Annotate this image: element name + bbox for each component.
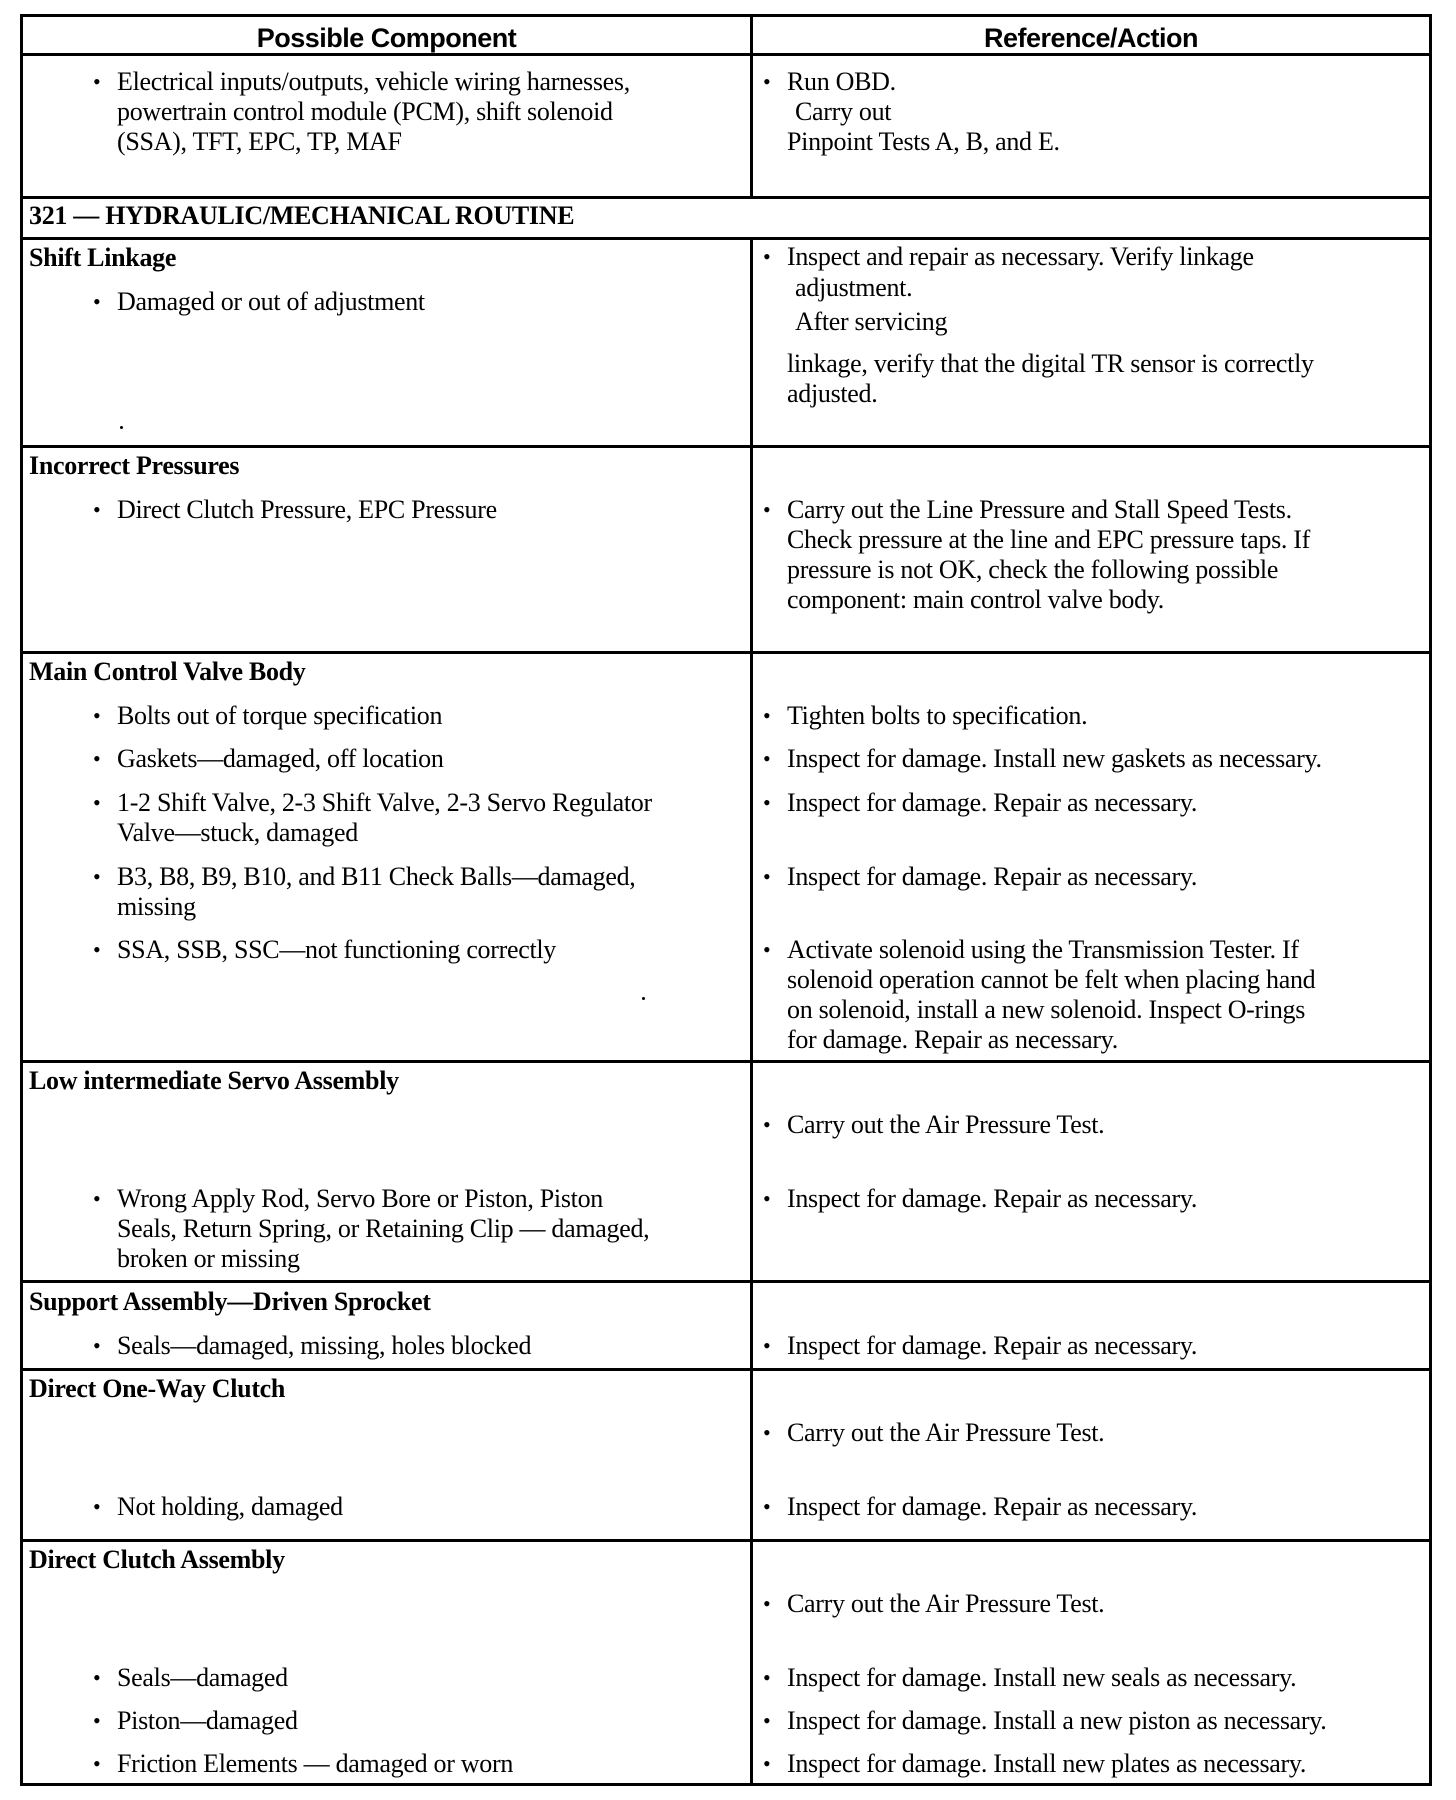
action-item: • Activate solenoid using the Transmission Tester. If — [787, 935, 1299, 965]
component-item: • Friction Elements — damaged or worn — [117, 1749, 513, 1779]
routine-title: 321 — HYDRAULIC/MECHANICAL ROUTINE — [29, 201, 575, 230]
action-item-cont: on solenoid, install a new solenoid. Inspect O-rings — [787, 995, 1306, 1024]
component-item: • Damaged or out of adjustment — [117, 287, 425, 317]
row-divider — [23, 1060, 1429, 1063]
section-title-direct-one-way-clutch: Direct One-Way Clutch — [29, 1374, 286, 1403]
action-item-cont: Pinpoint Tests A, B, and E. — [787, 127, 1060, 156]
section-title-low-intermediate-servo: Low intermediate Servo Assembly — [29, 1066, 399, 1095]
action-item: • Inspect and repair as necessary. Verify linkage — [787, 242, 1254, 272]
column-header-component: Possible Component — [256, 23, 517, 53]
component-item: • Direct Clutch Pressure, EPC Pressure — [117, 495, 497, 525]
diagnostic-table — [20, 14, 1432, 1786]
action-item: • Inspect for damage. Install new seals as necessary. — [787, 1663, 1296, 1693]
component-item: • Gaskets—damaged, off location — [117, 744, 444, 774]
component-item: • Seals—damaged, missing, holes blocked — [117, 1331, 531, 1361]
row-divider — [23, 1368, 1429, 1371]
column-divider — [750, 237, 753, 1783]
stray-mark — [642, 997, 645, 1000]
component-item-cont: Valve—stuck, damaged — [117, 818, 358, 847]
component-item-cont: powertrain control module (PCM), shift solenoid — [117, 97, 613, 126]
action-item: • Carry out the Air Pressure Test. — [787, 1589, 1104, 1619]
component-item-cont: missing — [117, 892, 196, 921]
column-header-action: Reference/Action — [983, 23, 1199, 53]
action-item: • Carry out the Air Pressure Test. — [787, 1110, 1104, 1140]
action-item: • Inspect for damage. Repair as necessary. — [787, 1331, 1197, 1361]
action-item: • Inspect for damage. Repair as necessary. — [787, 1184, 1197, 1214]
action-item-cont: pressure is not OK, check the following possible — [787, 555, 1279, 584]
action-item-cont: adjusted. — [787, 379, 878, 408]
section-title-main-control-valve-body: Main Control Valve Body — [29, 657, 306, 686]
stray-mark — [120, 426, 123, 429]
row-divider — [23, 1539, 1429, 1542]
component-item-cont: (SSA), TFT, EPC, TP, MAF — [117, 127, 402, 156]
component-item: • SSA, SSB, SSC—not functioning correctly — [117, 935, 556, 965]
component-item: • Bolts out of torque specification — [117, 701, 442, 731]
action-item: • Run OBD. — [787, 67, 896, 97]
component-item: • Seals—damaged — [117, 1663, 288, 1693]
component-item: • Electrical inputs/outputs, vehicle wiring harnesses, — [117, 67, 630, 97]
action-item-cont: After servicing — [795, 307, 948, 336]
action-item: • Tighten bolts to specification. — [787, 701, 1087, 731]
section-title-shift-linkage: Shift Linkage — [29, 243, 177, 272]
component-item: • Not holding, damaged — [117, 1492, 343, 1522]
action-item-cont: Carry out — [795, 97, 892, 126]
component-item: • 1-2 Shift Valve, 2-3 Shift Valve, 2-3 Servo Regulator — [117, 788, 652, 818]
action-item: • Carry out the Air Pressure Test. — [787, 1418, 1104, 1448]
section-title-support-assembly: Support Assembly—Driven Sprocket — [29, 1287, 431, 1316]
section-title-incorrect-pressures: Incorrect Pressures — [29, 451, 240, 480]
row-divider — [23, 196, 1429, 199]
action-item: • Inspect for damage. Install new gaskets as necessary. — [787, 744, 1322, 774]
component-item: • Piston—damaged — [117, 1706, 298, 1736]
action-item: • Inspect for damage. Repair as necessary. — [787, 1492, 1197, 1522]
action-item-cont: for damage. Repair as necessary. — [787, 1025, 1118, 1054]
action-item-cont: solenoid operation cannot be felt when placing hand — [787, 965, 1316, 994]
section-title-direct-clutch-assembly: Direct Clutch Assembly — [29, 1545, 285, 1574]
action-item: • Carry out the Line Pressure and Stall Speed Tests. — [787, 495, 1292, 525]
action-item-cont: component: main control valve body. — [787, 585, 1164, 614]
component-item-cont: broken or missing — [117, 1244, 300, 1273]
action-item: • Inspect for damage. Repair as necessary. — [787, 788, 1197, 818]
action-item-cont: Check pressure at the line and EPC pressure taps. If — [787, 525, 1311, 554]
action-item-cont: linkage, verify that the digital TR sensor is correctly — [787, 349, 1314, 378]
row-divider — [23, 445, 1429, 448]
component-item: • Wrong Apply Rod, Servo Bore or Piston, Piston — [117, 1184, 603, 1214]
action-item: • Inspect for damage. Repair as necessary. — [787, 862, 1197, 892]
row-divider — [23, 237, 1429, 240]
action-item-cont: adjustment. — [795, 273, 913, 302]
row-divider — [23, 1280, 1429, 1283]
component-item: • B3, B8, B9, B10, and B11 Check Balls—damaged, — [117, 862, 636, 892]
row-divider — [23, 651, 1429, 654]
action-item: • Inspect for damage. Install a new piston as necessary. — [787, 1706, 1326, 1736]
action-item: • Inspect for damage. Install new plates as necessary. — [787, 1749, 1306, 1779]
component-item-cont: Seals, Return Spring, or Retaining Clip — damaged, — [117, 1214, 650, 1243]
